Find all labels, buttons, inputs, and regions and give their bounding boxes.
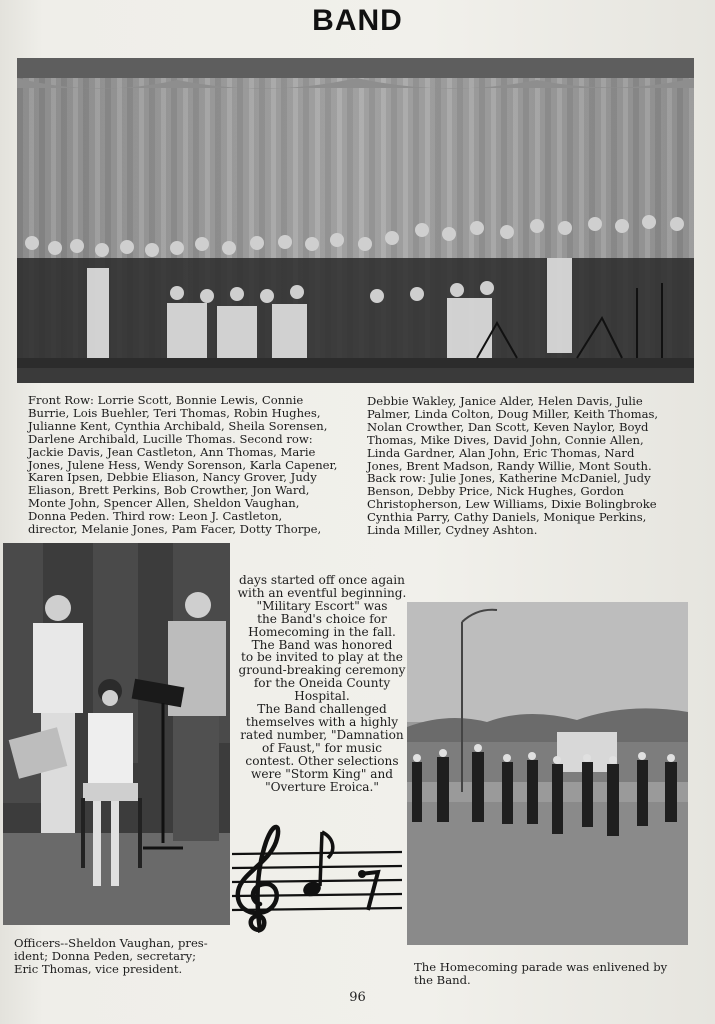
parade-caption: The Homecoming parade was enlivened by the Band. bbox=[414, 960, 668, 987]
band-roster-caption-right: Debbie Wakley, Janice Alder, Helen Davis, Julie Palmer, Linda Colton, Doug Miller, Keith Thomas, Nolan Crowther, Dan Scott, Keven Naylor, Boyd Thomas, Mike Dives, David John, Connie Allen, Linda Gardner, Alan John, Eric Thomas, Nard Jones, Brent Madson, Randy Willie, Mont South. Back row: Julie Jones, Katherine McDaniel, Judy Benson, Debby Price, Nick Hughes, Gordon Christopherson, Lew Williams, Dixie Bolingbroke Cynthia Parry, Cathy Daniels, Monique Perkins, Linda Miller, Cydney Ashton. bbox=[367, 394, 659, 538]
homecoming-parade-photo bbox=[407, 602, 688, 945]
band-group-photo bbox=[17, 58, 694, 383]
music-staff-clef-icon bbox=[230, 812, 406, 937]
page-number: 96 bbox=[349, 990, 366, 1005]
officers-caption: Officers--Sheldon Vaughan, pres- ident; Donna Peden, secretary; Eric Thomas, vice president. bbox=[14, 936, 208, 976]
band-roster-caption-left: Front Row: Lorrie Scott, Bonnie Lewis, Connie Burrie, Lois Buehler, Teri Thomas, Robin Hughes, Julianne Kent, Cynthia Archibald, Sheila Sorensen, Darlene Archibald, Lucille Thomas. Second row: Jackie Davis, Jean Castleton, Ann Thomas, Marie Jones, Julene Hess, Wendy Sorenson, Karla Capener, Karen Ipsen, Debbie Eliason, Nancy Grover, Judy Eliason, Brett Perkins, Bob Crowther, Jon Ward, Monte John, Spencer Allen, Sheldon Vaughan, Donna Peden. Third row: Leon J. Castleton, director, Melanie Jones, Pam Facer, Dotty Thorpe, bbox=[28, 393, 338, 537]
band-story-text: days started off once again with an eventful beginning. "Military Escort" was the Band's choice for Homecoming in the fall. The Band was honored to be invited to play at the ground-breaking ceremony for the Oneida County Hospital. The Band challenged themselves with a highly rated number, "Damnation of Faust," for music contest. Other selections were "Storm King" and "Overture Eroica." bbox=[237, 573, 407, 794]
officers-photo bbox=[3, 543, 230, 925]
page-title: BAND bbox=[312, 4, 403, 37]
